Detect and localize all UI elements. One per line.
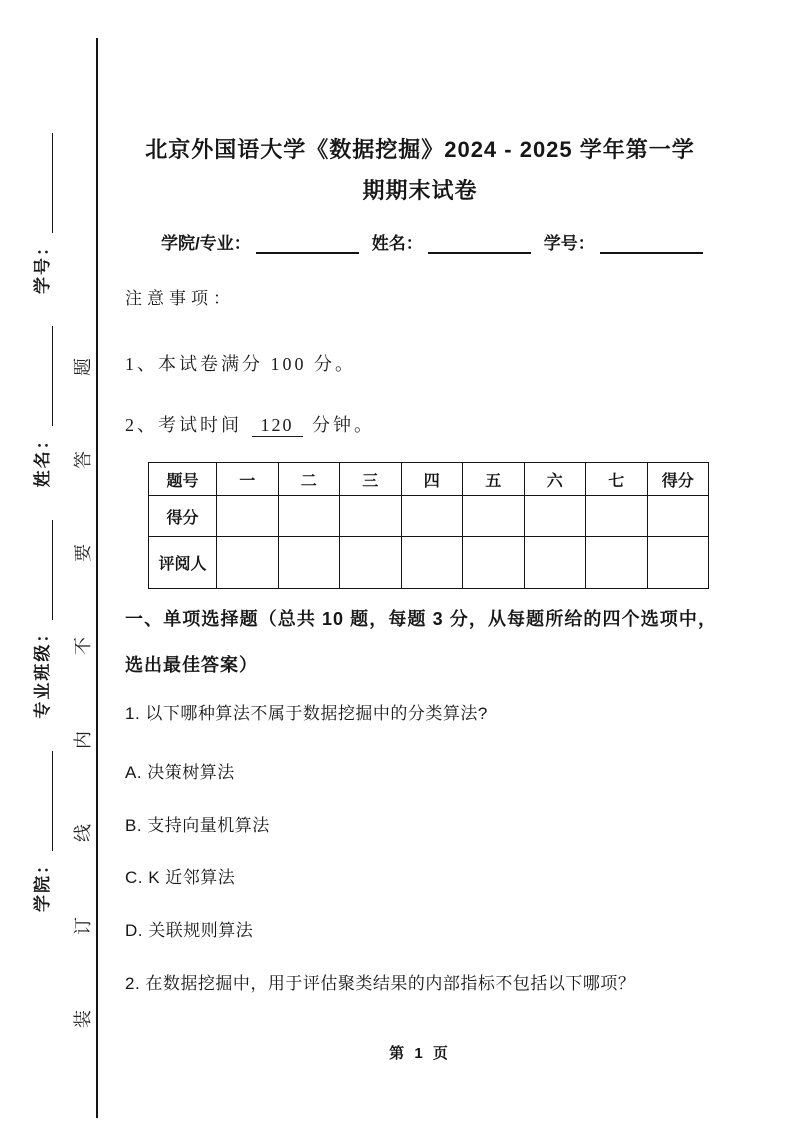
seal-line-divider [96,38,98,1118]
score-table-header-cell: 六 [524,463,586,496]
score-row [149,496,709,537]
seal-blank-student-id [38,133,53,233]
seal-label-class: 专业班级： [32,623,52,719]
seal-blank-name [38,326,53,426]
reviewer-cell-empty [647,537,709,589]
field-label-college-major: 学院/专业： [161,234,251,253]
field-label-name: 姓名： [371,234,423,253]
score-cell-empty [217,496,279,537]
option-c: C. K 近邻算法 [125,868,236,887]
notice-item-2 [125,411,375,437]
score-cell-empty [401,496,463,537]
score-table-header-cell: 题号 [149,463,217,496]
seal-field-college [28,751,53,912]
reviewer-cell-empty [524,537,586,589]
reviewer-cell-empty [463,537,525,589]
seal-field-student-id [28,133,53,294]
notice-heading: 注意事项： [125,289,235,308]
seal-binding-phrase [70,354,94,1032]
reviewer-cell-empty [217,537,279,589]
score-table-header-cell: 三 [340,463,402,496]
seal-label-college: 学院： [32,855,52,912]
score-cell-empty [278,496,340,537]
score-table-header-row [149,463,709,496]
student-info-row [161,229,716,254]
exam-title-line-1: 北京外国语大学《数据挖掘》2024 - 2025 学年第一学 [145,137,695,162]
question-1-options [125,762,270,972]
seal-blank-class [38,520,53,620]
binding-char: 题 [73,358,93,376]
seal-label-student-id: 学号： [32,237,52,295]
score-table-header-cell: 得分 [647,463,709,496]
score-row-label: 得分 [149,496,217,537]
option-d: D. 关联规则算法 [125,920,254,940]
field-student-id [544,229,703,254]
reviewer-cell-empty [340,537,402,589]
seal-field-class [28,520,53,719]
seal-label-name: 姓名： [32,430,52,488]
binding-char: 线 [73,823,93,842]
page-number: 第 1 页 [389,1045,451,1062]
reviewer-cell-empty [586,537,648,589]
reviewer-cell-empty [401,537,463,589]
binding-char: 订 [73,916,93,935]
field-blank-name [428,238,531,254]
exam-title-line-2: 期期末试卷 [362,178,478,203]
seal-student-info [22,133,58,912]
binding-char: 内 [73,730,93,749]
score-cell-empty [340,496,402,537]
exam-duration-value: 120 [252,415,303,437]
reviewer-cell-empty [278,537,340,589]
score-cell-empty [524,496,586,537]
question-2: 2. 在数据挖掘中，用于评估聚类结果的内部指标不包括以下哪项？ [125,974,636,993]
binding-char: 不 [73,637,93,656]
binding-char: 装 [73,1009,93,1028]
reviewer-row-label: 评阅人 [149,537,217,589]
score-table-header-cell: 四 [401,463,463,496]
field-blank-student-id [600,238,703,254]
notice-item-1: 1、本试卷满分 100 分。 [125,354,356,374]
score-table [148,462,709,589]
field-name [372,229,531,254]
question-1: 1. 以下哪种算法不属于数据挖掘中的分类算法? [125,704,488,723]
section-1-heading: 一、单项选择题（总共 10 题，每题 3 分，从每题所给的四个选项中，选出最佳答案） [125,609,717,675]
reviewer-row [149,537,709,589]
binding-char: 要 [73,544,93,563]
score-cell-empty [586,496,648,537]
field-label-student-id: 学号： [543,234,595,253]
seal-field-name [28,326,53,487]
score-cell-empty [463,496,525,537]
option-b: B. 支持向量机算法 [125,815,270,835]
exam-title [125,129,715,211]
notice-item-2-suffix: 分钟。 [312,415,375,435]
score-cell-empty [647,496,709,537]
score-table-header-cell: 一 [217,463,279,496]
seal-blank-college [38,751,53,851]
score-table-header-cell: 二 [278,463,340,496]
notice-item-2-prefix: 2、考试时间 [125,415,242,435]
field-blank-college-major [256,238,359,254]
exam-content [125,0,715,1122]
option-a: A. 决策树算法 [125,763,235,782]
score-table-header-cell: 七 [586,463,648,496]
score-table-header-cell: 五 [463,463,525,496]
binding-char: 答 [73,451,93,470]
field-college-major [161,229,359,254]
